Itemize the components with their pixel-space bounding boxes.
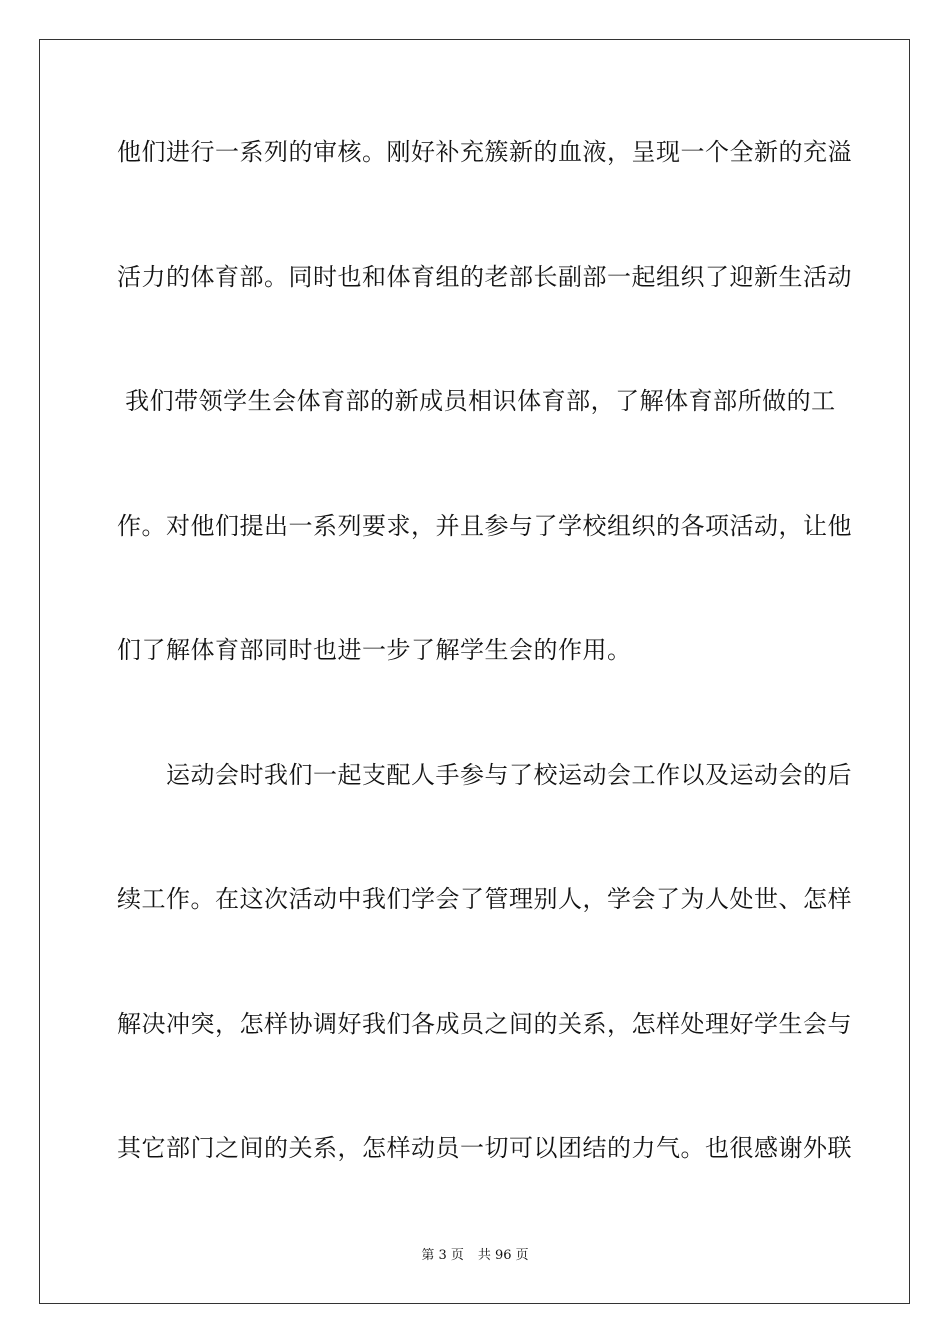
body-text-line-5: 们了解体育部同时也进一步了解学生会的作用。 bbox=[117, 636, 632, 664]
page-number: 第 3 页 bbox=[421, 1248, 464, 1263]
body-text-line-8: 解决冲突，怎样协调好我们各成员之间的关系，怎样处理好学生会与 bbox=[117, 1010, 852, 1038]
body-text-line-9: 其它部门之间的关系，怎样动员一切可以团结的力气。也很感谢外联 bbox=[117, 1134, 852, 1162]
total-pages: 共 96 页 bbox=[477, 1248, 529, 1263]
body-text-line-4: 作。对他们提出一系列要求，并且参与了学校组织的各项活动，让他 bbox=[117, 512, 852, 540]
body-text-line-7: 续工作。在这次活动中我们学会了管理别人，学会了为人处世、怎样 bbox=[117, 885, 852, 913]
body-text-line-2: 活力的体育部。同时也和体育组的老部长副部一起组织了迎新生活动 bbox=[117, 263, 852, 291]
body-text-line-6: 运动会时我们一起支配人手参与了校运动会工作以及运动会的后 bbox=[117, 761, 852, 789]
page-border bbox=[39, 39, 910, 1304]
body-text-line-1: 他们进行一系列的审核。刚好补充簇新的血液，呈现一个全新的充溢 bbox=[117, 138, 852, 166]
page-footer bbox=[0, 1248, 950, 1264]
body-text-line-3: 我们带领学生会体育部的新成员相识体育部，了解体育部所做的工 bbox=[117, 387, 836, 415]
